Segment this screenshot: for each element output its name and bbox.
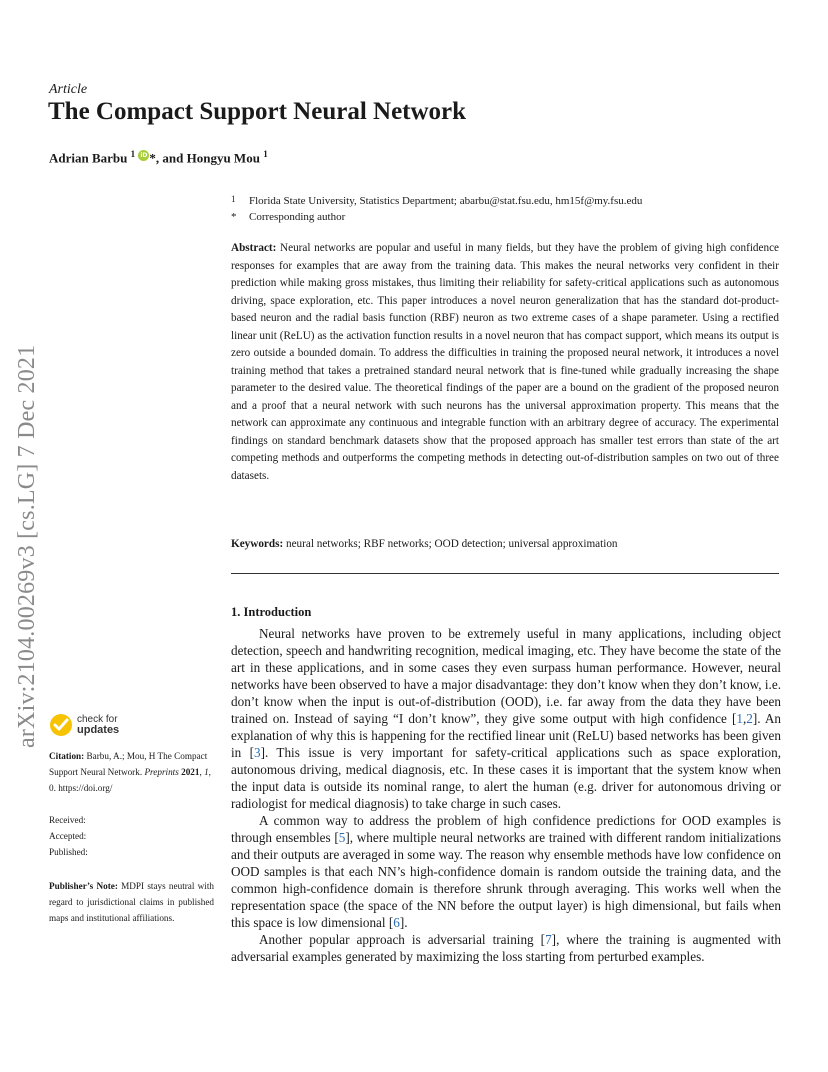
author-name: Adrian Barbu bbox=[49, 150, 128, 166]
dates-block bbox=[49, 812, 214, 860]
citation-label: Citation: bbox=[49, 751, 85, 761]
publisher-note-text: MDPI stays neutral with regard to jurisdictional claims in published maps and institutional affiliations. bbox=[49, 881, 214, 923]
keywords-label: Keywords: bbox=[231, 538, 284, 550]
author-line bbox=[49, 149, 268, 166]
citation-block: Citation: Barbu, A.; Mou, H The Compact Support Neural Network. Preprints 2021, 1, 0. https://doi.org/ bbox=[49, 751, 211, 793]
published-label: Published: bbox=[49, 847, 88, 857]
citation-volume: 1 bbox=[204, 767, 209, 777]
paper-title: The Compact Support Neural Network bbox=[48, 98, 467, 125]
citation-link[interactable]: 7 bbox=[545, 932, 552, 947]
affiliation-mark: 1 bbox=[231, 194, 236, 204]
check-for-updates-text: check for updates bbox=[77, 714, 120, 736]
affiliation-text: Florida State University, Statistics Department; abarbu@stat.fsu.edu, hm15f@my.fsu.edu bbox=[249, 195, 643, 207]
section-title: 1. Introduction bbox=[231, 605, 312, 619]
affiliation-mark: * bbox=[231, 211, 237, 223]
affiliation-row bbox=[231, 209, 642, 225]
citation-link[interactable]: 5 bbox=[338, 830, 346, 845]
citation-text: Barbu, A.; Mou, H The Compact Support Neural Network. bbox=[49, 751, 208, 777]
check-for-updates-icon bbox=[49, 712, 73, 738]
keywords bbox=[231, 538, 618, 550]
citation-year: 2021 bbox=[181, 767, 200, 777]
abstract bbox=[231, 240, 779, 485]
affiliation-row bbox=[231, 191, 642, 209]
affiliation-superscript: 1 bbox=[263, 149, 268, 159]
affiliation-superscript: 1 bbox=[130, 149, 136, 159]
citation-journal: Preprints bbox=[144, 767, 179, 777]
citation-link[interactable]: 6 bbox=[393, 915, 400, 930]
section-body bbox=[231, 625, 781, 965]
paragraph: A common way to address the problem of high confidence predictions for OOD examples is through ensembles [5], where multiple neural networks are trained with different random initializations and their outputs are averaged in some way. The reason why ensemble methods have low confidence on OOD samples is that each NN’s high-confidence domain is random outside the training data, and the common high-confidence domain is therefore shrunk through averaging. This works well when the representation space (the space of the NN before the output layer) is high dimensional, but fails when this space is low dimensional [6]. bbox=[231, 813, 781, 930]
received-label: Received: bbox=[49, 815, 86, 825]
publisher-note bbox=[49, 878, 214, 926]
check-for-updates-badge[interactable] bbox=[49, 712, 119, 738]
article-type: Article bbox=[49, 82, 88, 97]
corresponding-mark: *, and bbox=[149, 150, 184, 166]
abstract-text: Neural networks are popular and useful in many fields, but they have the problem of giving high confidence responses for examples that are away from the training data. This makes the neural networks very confident in their prediction while making gross mistakes, thus limiting their reliability for safety-critical applications such as autonomous driving, space exploration, etc. This paper introduces a novel neuron generalization that has the standard dot-product-based neuron and the radial basis function (RBF) neuron as two extreme cases of a shape parameter. Using a rectified linear unit (ReLU) as the activation function results in a novel neuron that has compact support, which means its output is zero outside a bounded domain. To address the difficulties in training the proposed neural network, it introduces a novel training method that takes a pretrained standard neural network that is fine-tuned while gradually increasing the shape parameter to the desired value. The theoretical findings of the paper are a bound on the gradient of the proposed neuron and a proof that a neural network with such neurons has the universal approximation property. This means that the network can approximate any continuous and integrable function with an arbitrary degree of accuracy. The experimental findings on standard benchmark datasets show that the proposed approach has smaller test errors than state of the art competing methods and outperforms the competing methods in detecting out-of-distribution samples on two out of three datasets. bbox=[231, 242, 780, 482]
citation-link[interactable]: 2 bbox=[746, 711, 753, 726]
orcid-icon[interactable]: iD bbox=[140, 152, 148, 160]
affiliation-text: Corresponding author bbox=[249, 211, 346, 223]
citation-doi: , 0. https://doi.org/ bbox=[49, 767, 211, 793]
keywords-text: neural networks; RBF networks; OOD detection; universal approximation bbox=[286, 538, 618, 550]
author-name: Hongyu Mou bbox=[186, 150, 260, 166]
paragraph: Another popular approach is adversarial training [7], where the training is augmented with adversarial examples generated by maximizing the loss starting from perturbed examples. bbox=[231, 932, 781, 964]
accepted-label: Accepted: bbox=[49, 831, 87, 841]
citation-link[interactable]: 1 bbox=[736, 711, 743, 726]
publisher-note-label: Publisher’s Note: bbox=[49, 881, 118, 891]
section-divider bbox=[231, 573, 779, 574]
abstract-label: Abstract: bbox=[231, 242, 277, 254]
citation-link[interactable]: 3 bbox=[254, 745, 261, 760]
paragraph: Neural networks have proven to be extremely useful in many applications, including object detection, speech and handwriting recognition, medical imaging, etc. They have become the state of the art in these applications, and in some cases they even surpass human performance. However, neural networks have been observed to have a major disadvantage: they don’t know when they don’t know, i.e. don’t know when the input is out-of-distribution (OOD), i.e. far away from the data they have been trained on. Instead of saying “I don’t know”, they give some output with high confidence [1,2]. An explanation of why this is happening for the rectified linear unit (ReLU) based networks has been given in [3]. This issue is very important for safety-critical applications such as space exploration, autonomous driving, medical diagnosis, etc. In these cases it is important that the system know when the input data is outside its nominal range, to alert the human (e.g. driver for autonomous driving or radiologist for medical diagnosis) to take charge in such cases. bbox=[231, 626, 782, 811]
arxiv-stamp: arXiv:2104.00269v3 [cs.LG] 7 Dec 2021 bbox=[14, 344, 40, 748]
affiliations bbox=[231, 191, 642, 225]
